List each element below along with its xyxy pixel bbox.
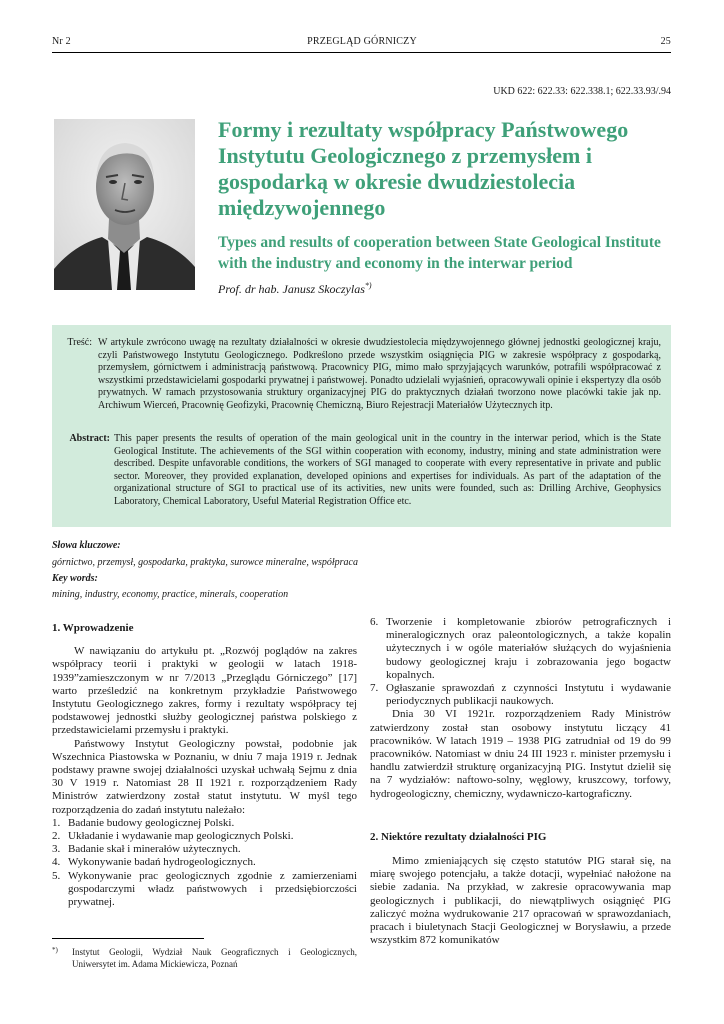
keywords-pl-text: górnictwo, przemysł, gospodarka, praktyka, surowce mineralne, współpraca: [52, 557, 358, 568]
issue-number: Nr 2: [52, 36, 71, 47]
abstract-pl-text: W artykule zwrócono uwagę na rezultaty działalności w okresie dwudziestolecia międzywojennego głównej jednostki geologicznej kraju, czyli Państwowego Instytutu Geologicznego. Podkreślono przede wszystkim osiągnięcia PIG w zakresie współpracy z gospodarką, przemysłem, górnictwem i administracją państwową. Pracownicy PIG, mimo mało sprzyjających warunków, potrafili współpracować z wszystkimi przedstawicielami gospodarki prywatnej i państwowej. Ponadto udzielali wyjaśnień, opracowywali opinie i ekspertyzy dla osób prywatnych. W ramach przystosowania struktury organizacyjnej PIG do praktycznych działań tworzono nowe placówki takie jak np. Archiwum Wierceń, Pracownię Geofizyki, Pracownię Chemiczną, Biuro Rejestracji Materiałów Użytecznych itp.: [98, 337, 661, 411]
section1-paragraph-2: Państwowy Instytut Geologiczny powstał, podobnie jak Wszechnica Piastowska w Poznaniu, w dniu 7 maja 1919 r. Jednak podstawy prawne swojej działalności uzyskał uchwałą Sejmu z dnia 30 V 1919 r. Natomiast 28 II 1921 r. rozporządzeniem Rady Ministrów zatwierdzony został statut instytutu. W myśl tego rozporządzenia do zadań instytutu należało:: [52, 737, 357, 816]
list-item: 5. Wykonywanie prac geologicznych zgodnie z zamierzeniami gospodarczymi władz państwowych i przedsiębiorczości prywatnej.: [52, 869, 357, 909]
section1-paragraph-1: W nawiązaniu do artykułu pt. „Rozwój poglądów na zakres współpracy teorii i praktyki w geologii w latach 1918-1939”zamieszczonym w nr 7/2013 „Przeglądu Górniczego” [17] warto prześledzić na konkretnym przykładzie Państwowego Instytutu Geologicznego zakres, formy i rezultaty współpracy tej podstawowej jednostki służby geologicznej państwa polskiego z przedstawicielami przemysłu i praktyki.: [52, 645, 357, 737]
list-item: 3. Badanie skał i minerałów użytecznych.: [52, 843, 241, 856]
right-column: [370, 616, 671, 947]
article-title-pl: Formy i rezultaty współpracy Państwowego Instytutu Geologicznego z przemysłem i gospodarką w okresie dwudziestolecia międzywojennego: [218, 117, 629, 220]
footnote-mark: *): [52, 946, 58, 954]
keywords-en-label: Key words:: [52, 573, 98, 584]
list-item: 6. Tworzenie i kompletowanie zbiorów petrograficznych i mineralogicznych oraz paleontologicznych, a także kopalin użytecznych i w ogóle materiałów służących do wyjaśnienia budowy geologicznej kraju i zobrazowania jego bogactw kopalnych.: [370, 616, 671, 681]
author-photo: [54, 119, 195, 290]
ukd-classification: UKD 622: 622.33: 622.338.1; 622.33.93/.94: [493, 86, 671, 97]
footnote-text: Instytut Geologii, Wydział Nauk Geograficznych i Geologicznych, Uniwersytet im. Adama Mickiewicza, Poznań: [72, 947, 357, 969]
abstract-en-text: This paper presents the results of operation of the main geological unit in the country in the interwar period, which is the State Geological Institute. The achievements of the SGI within cooperation with economy, industry, mining and state administration were described. Despite unfavorable conditions, the workers of SGI managed to cooperate with every representative in private and public sector. Moreover, they provided explanation, developed opinions and expertises for individuals. As part of the adaptation of the organizational structure of SGI to practical use of its activities, new units were founded, such as: Drilling Archive, Geophysics Laboratory, Chemical Laboratory, Useful Material Registration Office etc.: [114, 433, 661, 507]
article-title-en: Types and results of cooperation between State Geological Institute with the industry and economy in the interwar period: [218, 234, 661, 272]
keywords-pl-label: Słowa kluczowe:: [52, 540, 121, 551]
section2-heading: 2. Niektóre rezultaty działalności PIG: [370, 830, 547, 843]
section2-paragraph-1: Mimo zmieniających się często statutów PIG starał się, na miarę swojego potencjału, a także dotacji, wypełniać nałożone na siebie zadania. Na przykład, w zakresie opracowywania map geologicznych i publikacji, do niewątpliwych osiągnięć PIG zaliczyć można wydrukowanie 217 opracowań w sprawozdaniach, pracach i biuletynach Stacji Geologicznej w Borysławiu, a przede wszystkim 872 komunikatów: [370, 855, 671, 947]
abstract-en-label: Abstract:: [69, 433, 110, 444]
tasks-list-part1: [52, 817, 357, 909]
list-item: 4. Wykonywanie badań hydrogeologicznych.: [52, 856, 256, 869]
list-item: 2. Układanie i wydawanie map geologicznych Polski.: [52, 830, 294, 843]
abstract-box: [52, 325, 671, 527]
header-rule: [52, 52, 671, 53]
list-item: 1. Badanie budowy geologicznej Polski.: [52, 816, 235, 829]
author-footnote-mark: *): [364, 281, 372, 290]
section1-paragraph-3: Dnia 30 VI 1921r. rozporządzeniem Rady Ministrów zatwierdzony został stan osobowy instytutu liczący 41 pracowników. W latach 1919 – 1938 PIG zatrudniał od 19 do 99 pracowników. Natomiast w dniu 24 III 1923 r. minister przemysłu i handlu zatwierdził strukturę organizacyjną PIG. Instytut dzielił się na 7 wydziałów: naftowo-solny, węglowy, kruszcowy, torfowy, hydrogeologiczny, chemiczny, wydawniczo-kartograficzny.: [370, 708, 671, 800]
keywords-en-text: mining, industry, economy, practice, minerals, cooperation: [52, 589, 289, 600]
footnote-rule: [52, 938, 204, 939]
left-column: [52, 622, 357, 909]
abstract-pl-label: Treść:: [67, 337, 92, 348]
list-item: 7. Ogłaszanie sprawozdań z czynności Instytutu i wydawanie periodycznych publikacji naukowych.: [370, 682, 671, 708]
author-name: Prof. dr hab. Janusz Skoczylas: [218, 282, 365, 296]
page-number: 25: [660, 36, 671, 47]
author-line: [218, 281, 372, 297]
section1-heading: 1. Wprowadzenie: [52, 622, 134, 634]
journal-name: PRZEGLĄD GÓRNICZY: [307, 36, 417, 47]
tasks-list-part2: [370, 616, 671, 708]
